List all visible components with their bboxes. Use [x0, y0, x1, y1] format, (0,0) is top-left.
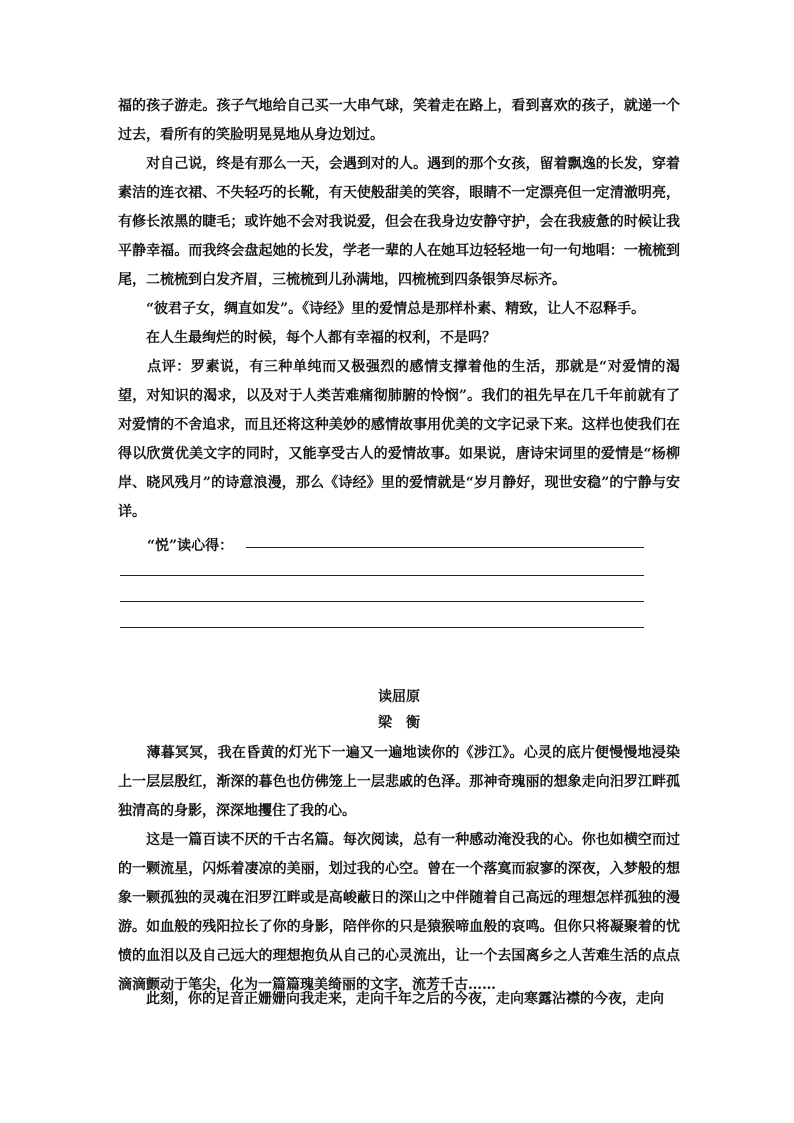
notes-line[interactable]: [120, 627, 644, 628]
article-author: 梁 衡: [378, 715, 420, 731]
reading-notes-label: “悦”读心得：: [147, 538, 234, 554]
article-paragraph-1: 薄暮冥冥，我在昏黄的灯光下一遍又一遍地读你的《涉江》。心灵的底片便慢慢地浸染上一层层殷红，渐深的暮色也仿佛笼上一层悲戚的色泽。那神奇瑰丽的想象走向汨罗江畔孤独清高的身影，深深地攫住了我的心。: [118, 745, 680, 819]
notes-line[interactable]: [246, 547, 644, 548]
article-title: 读屈原: [378, 689, 420, 705]
article-paragraph-3: 此刻，你的足音正姗姗向我走来，走向千年之后的今夜，走向寒露沾襟的今夜，走向: [118, 991, 664, 1007]
paragraph-4: 在人生最绚烂的时候，每个人都有幸福的权利，不是吗？: [118, 330, 496, 346]
paragraph-3: “彼君子女，绸直如发”。《诗经》里的爱情总是那样朴素、精致，让人不忍释手。: [118, 301, 646, 317]
article-paragraph-2: 这是一篇百读不厌的千古名篇。每次阅读，总有一种感动淹没我的心。你也如横空而过的一颗流星，闪烁着凄凉的美丽，划过我的心空。曾在一个落寞而寂寥的深夜，入梦般的想象一颗孤独的灵魂在汨罗江畔或是高峻蔽日的深山之中伴随着自己高远的理想怎样孤独的漫游。如血般的残阳拉长了你的身影，陪伴你的只是猿猴啼血般的哀鸣。但你只将凝聚着的忧愤的血泪以及自己远大的理想抱负从自己的心灵流出，让一个去国离乡之人苦难生活的点点滴滴颤动于笔尖，化为一篇篇瑰美绮丽的文字，流芳千古……: [118, 832, 680, 993]
notes-line[interactable]: [120, 601, 644, 602]
paragraph-1: 福的孩子游走。孩子气地给自己买一大串气球，笑着走在路上，看到喜欢的孩子，就递一个过去，看所有的笑脸明晃晃地从身边划过。: [118, 98, 680, 143]
comment-paragraph: 点评：罗素说，有三种单纯而又极强烈的感情支撑着他的生活，那就是“对爱情的渴望，对知识的渴求，以及对于人类苦难痛彻肺腑的怜悯”。我们的祖先早在几千年前就有了对爱情的不舍追求，而且还将这种美妙的感情故事用优美的文字记录下来。这样也使我们在得以欣赏优美文字的同时，又能享受古人的爱情故事。如果说，唐诗宋词里的爱情是“杨柳岸、晓风残月”的诗意浪漫，那么《诗经》里的爱情就是“岁月静好，现世安稳”的宁静与安详。: [118, 359, 680, 520]
paragraph-2: 对自己说，终是有那么一天，会遇到对的人。遇到的那个女孩，留着飘逸的长发，穿着素洁的连衣裙、不失轻巧的长靴，有天使般甜美的笑容，眼睛不一定漂亮但一定清澈明亮，有修长浓黑的睫毛；或许她不会对我说爱，但会在我身边安静守护，会在我疲惫的时候让我平静幸福。而我终会盘起她的长发，学老一辈的人在她耳边轻轻地一句一句地唱：一梳梳到尾，二梳梳到白发齐眉，三梳梳到儿孙满地，四梳梳到四条银笋尽标齐。: [118, 156, 680, 288]
notes-line[interactable]: [120, 575, 644, 576]
